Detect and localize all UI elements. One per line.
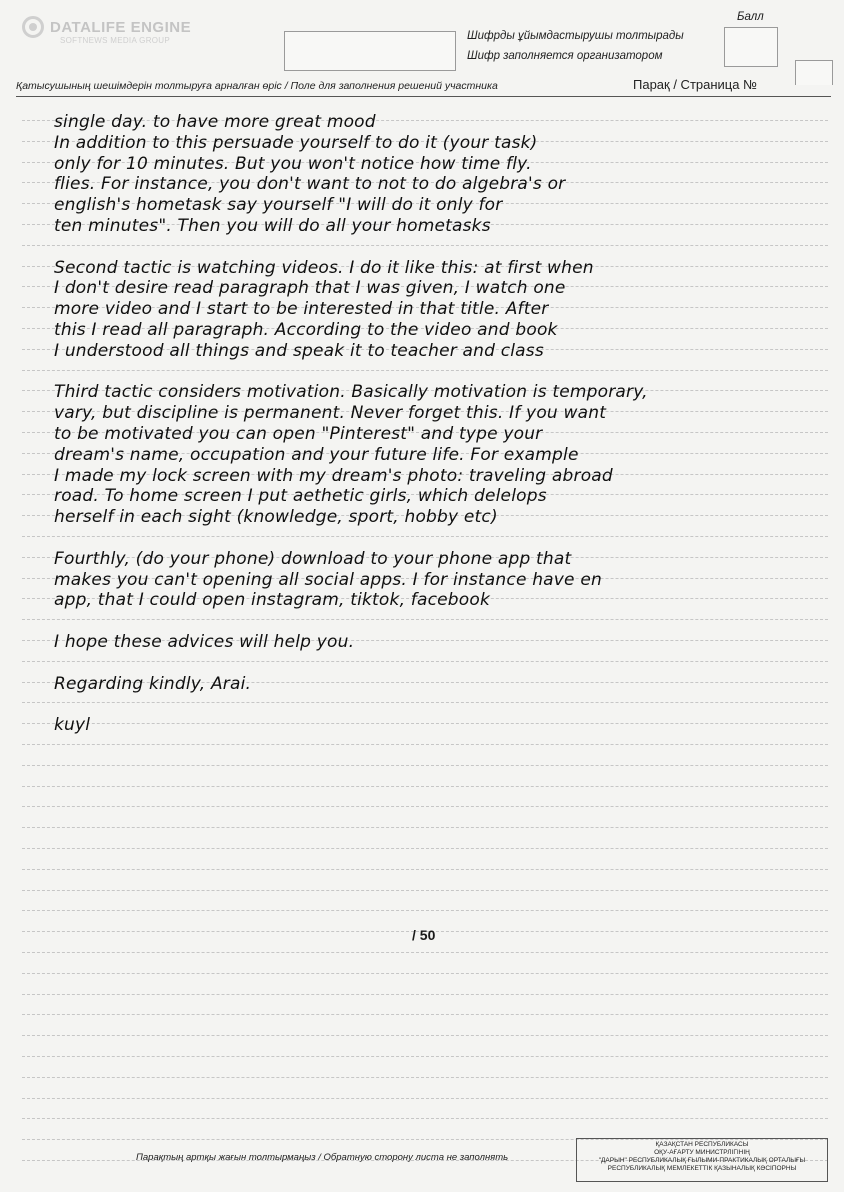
ruled-line [22,245,828,246]
answer-line: makes you can't opening all social apps. I for instance have en [54,569,602,590]
ruled-line [22,910,828,911]
stamp-line: "ДАРЫН" РЕСПУБЛИКАЛЫҚ ҒЫЛЫМИ-ПРАКТИКАЛЫҚ ОРТАЛЫҒЫ [598,1157,806,1164]
ruled-line [22,806,828,807]
answer-line: more video and I start to be interested in that title. After [54,299,549,320]
ruled-line [22,786,828,787]
ruled-line [22,827,828,828]
ruled-line [22,536,828,537]
answer-line: app, that I could open instagram, tiktok, facebook [54,590,491,611]
watermark-subtitle: SOFTNEWS MEDIA GROUP [60,36,171,45]
answer-line: Fourthly, (do your phone) download to your phone app that [54,548,572,569]
ruled-line [22,848,828,849]
answer-line: flies. For instance, you don't want to not to do algebra's or [54,174,566,195]
answer-line: to be motivated you can open "Pinterest" and type your [54,424,543,444]
ruled-line [22,1035,828,1036]
ruled-line [22,952,828,953]
answer-line: Regarding kindly, Arai. [54,673,252,694]
answer-line: only for 10 minutes. But you won't notice how time fly. [54,153,532,174]
score-total: / 50 [412,927,436,943]
field-label: Қатысушының шешімдерін толтыруға арналған өріс / Поле для заполнения решений участника [16,80,498,92]
answer-line: I understood all things and speak it to teacher and class [54,340,544,361]
page-number-box [795,60,833,85]
cipher-box [284,31,456,71]
answer-line: Second tactic is watching videos. I do it like this: at first when [54,257,594,278]
answer-line: dream's name, occupation and your future life. For example [54,444,579,465]
organizer-note-ru: Шифр заполняется организатором [467,50,663,62]
answer-line: this I read all paragraph. According to the video and book [54,320,558,340]
ruled-line [22,973,828,974]
organizer-note-kz: Шифрды ұйымдастырушы толтырады [467,30,684,42]
ruled-line [22,869,828,870]
answer-line: vary, but discipline is permanent. Never forget this. If you want [54,403,607,424]
ruled-line [22,370,828,371]
stamp-line: ҚАЗАҚСТАН РЕСПУБЛИКАСЫ [655,1141,749,1148]
answer-line: I made my lock screen with my dream's photo: traveling abroad [54,465,613,486]
header-rule [16,96,831,97]
answer-line: Third tactic considers motivation. Basically motivation is temporary, [54,382,648,403]
ruled-line [22,1098,828,1099]
answer-line: single day. to have more great mood [54,112,376,132]
ruled-line [22,1077,828,1078]
ruled-line [22,1056,828,1057]
answer-line: I hope these advices will help you. [54,632,355,652]
watermark-logo-icon [22,16,44,38]
ruled-line [22,744,828,745]
ruled-line [22,619,828,620]
footer-note: Парақтың артқы жағын толтырмаңыз / Обратную сторону листа не заполнять [136,1152,509,1163]
ruled-line [22,765,828,766]
answer-line: ten minutes". Then you will do all your hometasks [54,216,491,236]
watermark-title: DATALIFE ENGINE [50,18,192,36]
stamp-line: РЕСПУБЛИКАЛЫҚ МЕМЛЕКЕТТІК ҚАЗЫНАЛЫҚ КӘСІПОРНЫ [607,1165,797,1172]
answer-line: I don't desire read paragraph that I was given, I watch one [54,278,566,299]
answer-line: herself in each sight (knowledge, sport, hobby etc) [54,507,498,528]
ruled-line [22,890,828,891]
organization-stamp [576,1138,828,1182]
ruled-line [22,1014,828,1015]
answer-line: english's hometask say yourself "I will do it only for [54,195,503,216]
ruled-line [22,661,828,662]
answer-line: road. To home screen I put aethetic girls, which delelops [54,486,547,507]
stamp-line: ОҚУ-АҒАРТУ МИНИСТРЛІГІНІҢ [654,1149,750,1156]
score-label: Балл [737,11,764,23]
page-label: Парақ / Страница № [633,77,758,92]
ruled-line [22,1118,828,1119]
answer-line: In addition to this persuade yourself to do it (your task) [54,132,538,153]
score-box [724,27,778,67]
ruled-line [22,702,828,703]
watermark [22,16,191,38]
answer-line: kuyl [54,715,91,736]
ruled-line [22,994,828,995]
